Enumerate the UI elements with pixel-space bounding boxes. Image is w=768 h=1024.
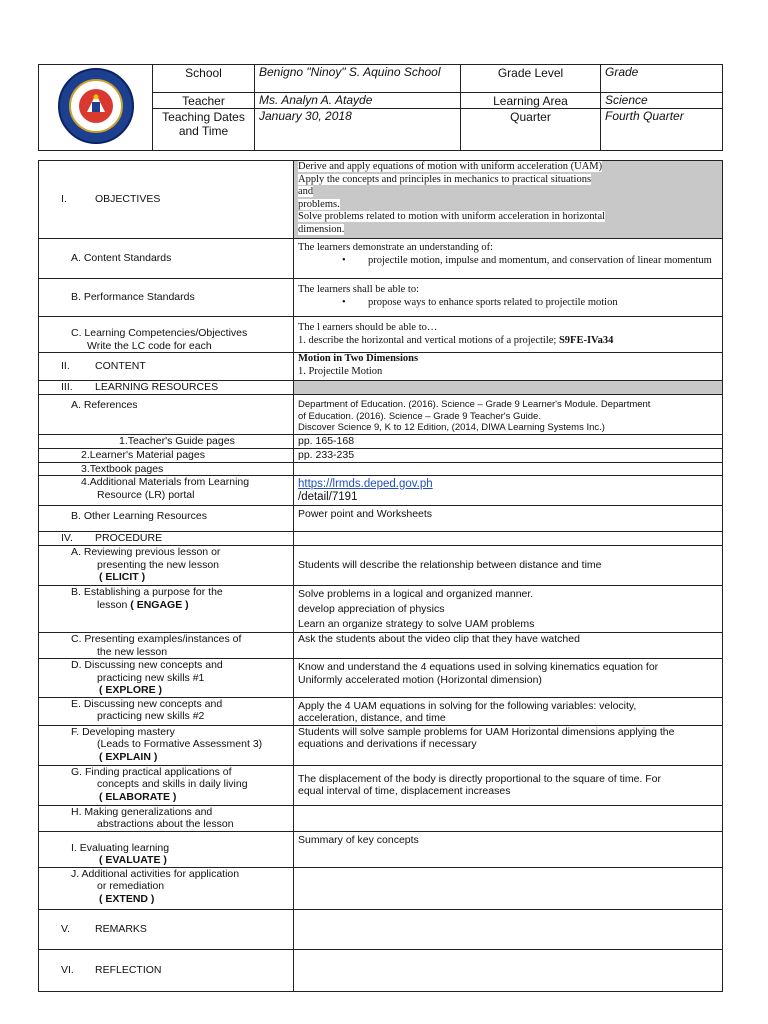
teacher-value: Ms. Analyn A. Atayde xyxy=(255,93,461,109)
other-resources-value: Power point and Worksheets xyxy=(294,506,723,532)
content-standard-bullet: • projectile motion, impulse and momentum, and conservation of linear momentum xyxy=(298,255,718,268)
objectives-heading: I. OBJECTIVES xyxy=(39,161,294,239)
remarks-value[interactable] xyxy=(294,909,723,949)
references-value: Department of Education. (2016). Science – Grade 9 Learner's Module. Department of Education. (2016). Science – Grade 9 Teacher's Guide. Discover Science 9, K to 12 Edition, (2014, DIWA Learning Systems Inc.) xyxy=(294,395,723,435)
procedure-step-value xyxy=(294,867,723,909)
lr-portal-label: 4.Additional Materials from Learning Resource (LR) portal xyxy=(39,476,294,506)
learning-competencies-value: The l earners should be able to… 1. describe the horizontal and vertical motions of a projectile; S9FE-IVa34 xyxy=(294,317,723,353)
learning-competencies-label: C. Learning Competencies/Objectives Write the LC code for each xyxy=(39,317,294,353)
procedure-step-label: I. Evaluating learning ( EVALUATE ) xyxy=(39,831,294,867)
procedure-step-label: J. Additional activities for application or remediation ( EXTEND ) xyxy=(39,867,294,909)
textbook-pages-value xyxy=(294,462,723,476)
teachers-guide-pages: pp. 165-168 xyxy=(294,434,723,448)
lesson-plan-table xyxy=(38,160,723,992)
procedure-step-label: D. Discussing new concepts and practicing new skills #1 ( EXPLORE ) xyxy=(39,659,294,698)
content-standards-value: The learners demonstrate an understanding of: • projectile motion, impulse and momentum, and conservation of linear momentum xyxy=(294,239,723,279)
other-resources-label: B. Other Learning Resources xyxy=(39,506,294,532)
procedure-step-label: F. Developing mastery (Leads to Formative Assessment 3) ( EXPLAIN ) xyxy=(39,725,294,765)
procedure-step-label: B. Establishing a purpose for the lesson ( ENGAGE ) xyxy=(39,586,294,633)
objective-line: problems. xyxy=(298,198,340,210)
procedure-step-value: Ask the students about the video clip that they have watched xyxy=(294,633,723,659)
procedure-heading: IV. PROCEDURE xyxy=(39,532,294,546)
objective-line: Solve problems related to motion with uniform acceleration in horizontal xyxy=(298,211,606,222)
textbook-pages-label: 3.Textbook pages xyxy=(39,462,294,476)
procedure-step-label: C. Presenting examples/instances of the new lesson xyxy=(39,633,294,659)
content-standards-label: A. Content Standards xyxy=(39,239,294,279)
school-value: Benigno "Ninoy" S. Aquino School xyxy=(255,65,461,93)
header-table xyxy=(38,64,723,151)
performance-standards-label: B. Performance Standards xyxy=(39,279,294,317)
remarks-heading: V. REMARKS xyxy=(39,909,294,949)
learning-resources-heading: III. LEARNING RESOURCES xyxy=(39,381,294,395)
learning-area-label: Learning Area xyxy=(461,93,601,109)
grade-level-label: Grade Level xyxy=(461,65,601,93)
lr-portal-link[interactable]: https://lrmds.deped.gov.ph xyxy=(298,478,433,490)
content-heading: II. CONTENT xyxy=(39,353,294,381)
performance-standards-value: The learners shall be able to: • propose ways to enhance sports related to projectile motion xyxy=(294,279,723,317)
learners-material-pages: pp. 233-235 xyxy=(294,448,723,462)
learning-resources-shade xyxy=(294,381,723,395)
learning-area-value: Science xyxy=(601,93,723,109)
procedure-step-label: A. Reviewing previous lesson or presenting the new lesson ( ELICIT ) xyxy=(39,546,294,586)
reflection-heading: VI. REFLECTION xyxy=(39,949,294,991)
deped-seal-icon xyxy=(56,66,136,146)
teachers-guide-label: 1.Teacher's Guide pages xyxy=(39,434,294,448)
references-label: A. References xyxy=(39,395,294,435)
content-value: Motion in Two Dimensions 1. Projectile Motion xyxy=(294,353,723,381)
lc-code: S9FE-IVa34 xyxy=(558,334,614,346)
teacher-label: Teacher xyxy=(153,93,255,109)
quarter-label: Quarter xyxy=(461,109,601,151)
objective-line: dimension. xyxy=(298,223,345,235)
deped-logo-cell xyxy=(39,65,153,151)
procedure-step-value: Solve problems in a logical and organized manner. develop appreciation of physics Learn an organize strategy to solve UAM problems xyxy=(294,586,723,633)
teaching-dates-value: January 30, 2018 xyxy=(255,109,461,151)
procedure-step-value: Students will solve sample problems for UAM Horizontal dimensions applying the equations and derivations if necessary xyxy=(294,725,723,765)
procedure-step-label: H. Making generalizations and abstractions about the lesson xyxy=(39,805,294,831)
procedure-step-value: Students will describe the relationship between distance and time xyxy=(294,546,723,586)
reflection-value[interactable] xyxy=(294,949,723,991)
procedure-step-value xyxy=(294,805,723,831)
objective-line: and xyxy=(298,186,314,197)
procedure-step-label: E. Discussing new concepts and practicing new skills #2 xyxy=(39,697,294,725)
teaching-dates-label: Teaching Dates and Time xyxy=(153,109,255,151)
objectives-content xyxy=(294,161,723,239)
procedure-step-value: Apply the 4 UAM equations in solving for the following variables: velocity, acceleration, distance, and time xyxy=(294,697,723,725)
procedure-step-value: The displacement of the body is directly proportional to the square of time. For equal interval of time, displacement increases xyxy=(294,765,723,805)
learners-material-label: 2.Learner's Material pages xyxy=(39,448,294,462)
procedure-step-value: Know and understand the 4 equations used in solving kinematics equation for Uniformly accelerated motion (Horizontal dimension) xyxy=(294,659,723,698)
procedure-step-value: Summary of key concepts xyxy=(294,831,723,867)
procedure-step-label: G. Finding practical applications of concepts and skills in daily living ( ELABORATE ) xyxy=(39,765,294,805)
quarter-value: Fourth Quarter xyxy=(601,109,723,151)
school-label: School xyxy=(153,65,255,93)
lr-portal-value: https://lrmds.deped.gov.ph /detail/7191 xyxy=(294,476,723,506)
performance-standard-bullet: • propose ways to enhance sports related to projectile motion xyxy=(298,297,718,310)
grade-level-value: Grade xyxy=(601,65,723,93)
objective-line: Apply the concepts and principles in mechanics to practical situations xyxy=(298,173,592,185)
procedure-blank xyxy=(294,532,723,546)
objective-line: Derive and apply equations of motion with uniform acceleration (UAM) xyxy=(298,161,603,172)
